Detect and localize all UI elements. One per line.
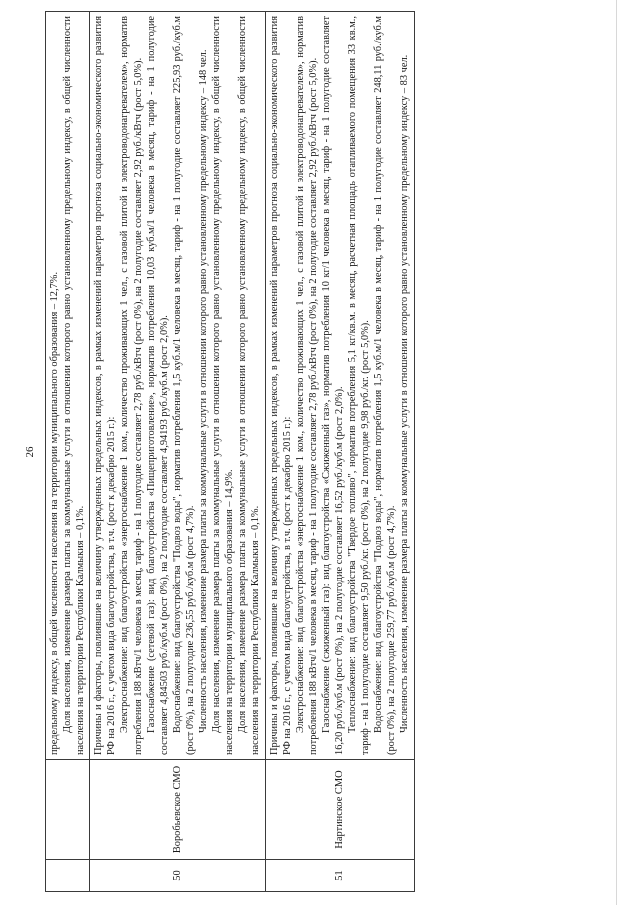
description-paragraph: Доля населения, изменение размера платы за коммунальные услуги в отношении которого равно установленному предельному индексу, в общей численности населения на территории Республики Калмыкия – 0,1%. bbox=[62, 16, 87, 755]
description-paragraph: Причины и факторы, повлиявшие на величину утвержденных предельных индексов, в рамках изменений параметров прогноза социально-экономического развития РФ на 2016 г., с учетом вида благоустройства, в т.ч. (рост к декабрю 2015 г.): bbox=[268, 16, 293, 755]
description-paragraph: Электроснабжение: вид благоустройства «энергоснабжение 1 ком., количество проживающих 1 чел., с газовой плитой и электроводонагревателем», норматив потребления 188 кВтч/1 человека в месяц, тариф - на 1 полугодие составляет 2,78 руб./кВтч (рост 0%), на 2 полугодие составляет 2,92 руб./кВтч (рост 5,0%). bbox=[294, 16, 319, 755]
description-paragraph: Газоснабжение (сжиженный газ): вид благоустройства «Сжиженный газ», норматив потребления 10 кг/1 человека в месяц, тариф - на 1 полугодие составляет 16,20 руб./куб.м (рост 0%), на 2 полугодие составляет 16,52 руб./куб.м (рост 2,0%). bbox=[320, 16, 345, 755]
description-paragraph: Водоснабжение: вид благоустройства "Подвоз воды", норматив потребления 1,5 куб.м/1 человека в месяц, тариф - на 1 полугодие составляет 248,11 руб./куб.м (рост 0%), на 2 полугодие 259,77 руб./куб.м (рост 4,7%). bbox=[373, 16, 398, 755]
description-paragraph: Доля населения, изменение размера платы за коммунальные услуги в отношении которого равно установленному предельному индексу, в общей численности населения на территории муниципального образования – 14,9%. bbox=[211, 16, 236, 755]
scan-border bbox=[616, 0, 617, 905]
page-number: 26 bbox=[24, 446, 36, 458]
municipality-name: Воробьевское СМО bbox=[90, 760, 265, 860]
description-paragraph: Электроснабжение: вид благоустройства «энергоснабжение 1 ком., количество проживающих 1 чел., с газовой плитой и электроводонагревателем», норматив потребления 188 кВтч/1 человека в месяц, тариф - на 1 полугодие составляет 2,78 руб./кВтч (рост 0%), на 2 полугодие составляет 2,92 руб./кВтч (рост 5,0%). bbox=[119, 16, 144, 755]
municipality-name: Нартинское СМО bbox=[265, 760, 414, 860]
description-paragraph: Газоснабжение (сетевой газ): вид благоустройства «Пищеприготовление», норматив потребления 10,03 куб.м/1 человека в месяц, тариф - на 1 полугодие составляет 4,84503 руб./куб.м (рост 0%), на 2 полугодие составляет 4,94193 руб./куб.м (рост 2,0%). bbox=[145, 16, 170, 755]
description-cell bbox=[90, 12, 265, 760]
description-paragraph: Численность населения, изменение размера платы за коммунальные услуги в отношении которого равно установленному предельному индексу – 148 чел. bbox=[198, 49, 210, 733]
table-row bbox=[265, 12, 414, 892]
description-paragraph: Численность населения, изменение размера платы за коммунальные услуги в отношении которого равно установленному предельному индексу – 83 чел. bbox=[399, 54, 411, 733]
row-number bbox=[46, 860, 90, 892]
table-row bbox=[90, 12, 265, 892]
description-cell bbox=[265, 12, 414, 760]
tariff-table bbox=[45, 11, 415, 892]
municipality-name bbox=[46, 760, 90, 860]
rotated-page bbox=[45, 12, 611, 892]
description-paragraph: Причины и факторы, повлиявшие на величину утвержденных предельных индексов, в рамках изменений параметров прогноза социально-экономического развития РФ на 2016 г., с учетом вида благоустройства, в т.ч. (рост к декабрю 2015 г.): bbox=[93, 16, 118, 755]
table-body bbox=[46, 12, 415, 892]
description-paragraph: Водоснабжение: вид благоустройства "Подвоз воды", норматив потребления 1,5 куб.м/1 человека в месяц, тариф - на 1 полугодие составляет 225,93 руб./куб.м (рост 0%), на 2 полугодие 236,55 руб./куб.м (рост 4,7%). bbox=[171, 16, 196, 755]
description-paragraph: предельному индексу, в общей численности населения на территории муниципального образования – 12,7%. bbox=[49, 271, 60, 755]
description-paragraph: Доля населения, изменение размера платы за коммунальные услуги в отношении которого равно установленному предельному индексу, в общей численности населения на территории Республики Калмыкия – 0,1%. bbox=[237, 16, 262, 755]
description-paragraph: Теплоснабжение: вид благоустройства "Твердое топливо", норматив потребления 5,1 кг/кв.м. в месяц, расчетная площадь отапливаемого помещения 33 кв.м., тариф - на 1 полугодие составляет 9,50 руб./кг. (рост 0%), на 2 полугодие 9,98 руб./кг. (рост 5,0%). bbox=[347, 16, 372, 755]
row-number: 50 bbox=[90, 860, 265, 892]
description-cell bbox=[46, 12, 90, 760]
row-number: 51 bbox=[265, 860, 414, 892]
table-row bbox=[46, 12, 90, 892]
